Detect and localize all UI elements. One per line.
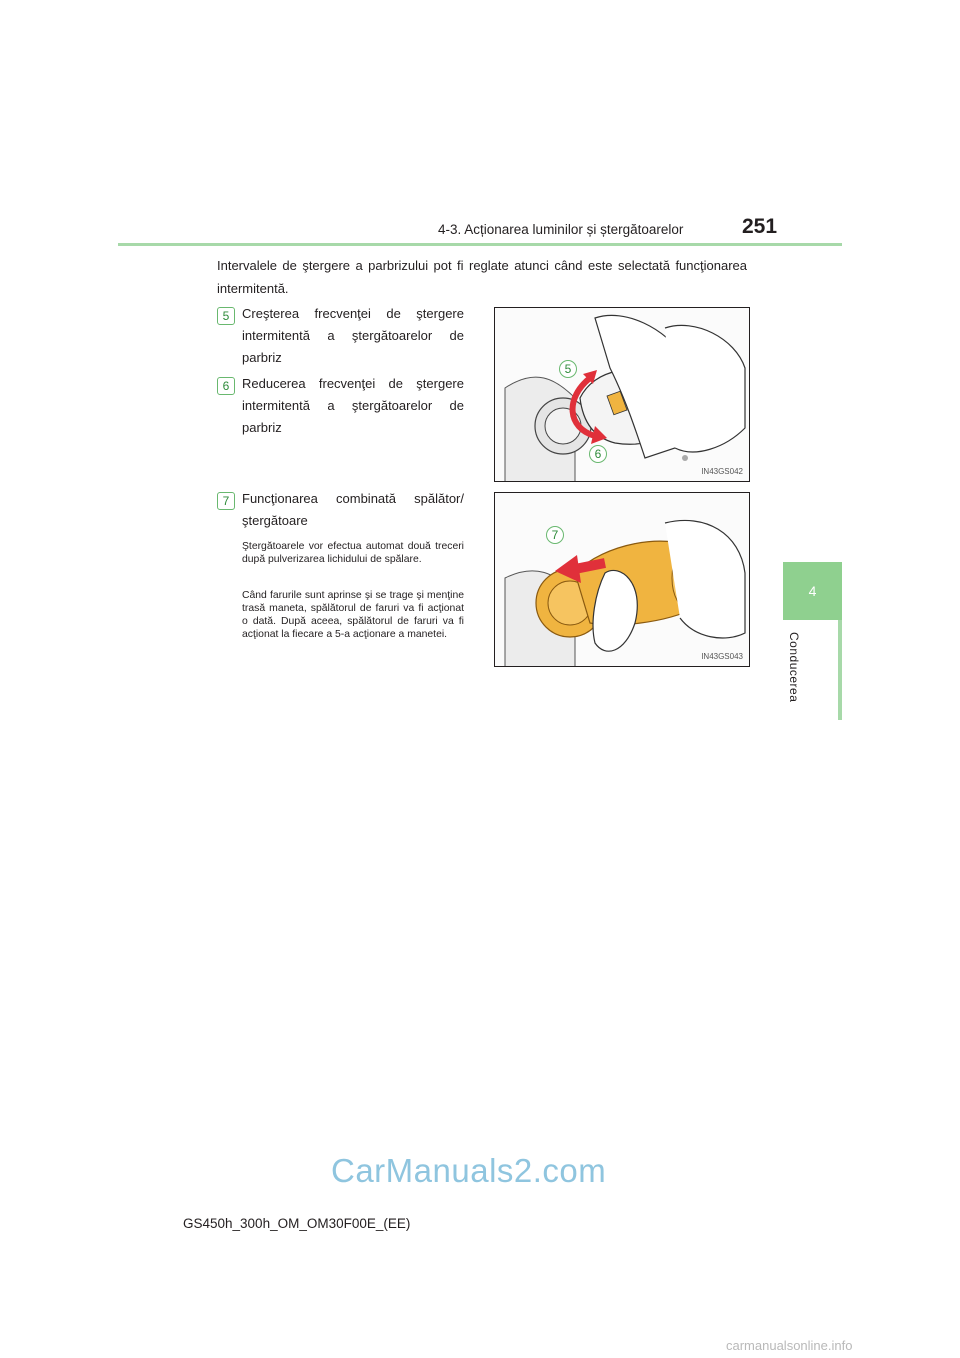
note-paragraph: Ştergătoarele vor efectua automat două treceri după pulverizarea lichidului de spălare. [242,541,464,565]
item-number-badge [217,307,235,325]
chapter-label [783,632,803,712]
item-description: Creşterea frecvenţei de ştergere intermitentă a ştergătoarelor de parbriz [242,306,464,365]
chapter-tab [783,562,842,620]
page-number: 251 [742,215,778,238]
item-number-badge [217,377,235,395]
callout-number: 5 [564,362,572,376]
figure-code: IN43GS043 [701,652,743,661]
figure-washer-wiper [494,492,750,667]
washer-lever-illustration [495,493,750,667]
wiper-lever-illustration [495,308,750,482]
chapter-number: 4 [808,583,817,599]
callout-number: 6 [594,447,602,461]
callout-number: 7 [551,528,559,542]
item-number: 5 [222,309,230,323]
chapter-label-text: Conducerea [787,632,801,703]
chapter-tab-rule [838,620,842,720]
item-number: 6 [222,379,230,393]
watermark-logo: CarManuals2.com [331,1152,607,1189]
intro-paragraph: Intervalele de ştergere a parbrizului pot fi reglate atunci când este selectată funcţionarea intermitentă. [217,258,747,296]
watermark-url: carmanualsonline.info [726,1338,853,1353]
section-title: 4-3. Acționarea luminilor și ștergătoarelor [438,222,684,237]
figure-wiper-interval [494,307,750,482]
item-description: Funcţionarea combinată spălător/ ştergătoare [242,491,464,528]
figure-callout [559,360,577,378]
item-number-badge [217,492,235,510]
header-divider [118,243,842,246]
item-description: Reducerea frecvenţei de ştergere intermitentă a ştergătoarelor de parbriz [242,376,464,435]
note-paragraph: Când farurile sunt aprinse şi se trage şi menţine trasă maneta, spălătorul de faruri va fi acţionat o dată. După aceea, spălătorul de faruri va fi acţionat la fiecare a 5-a acţionare a manetei. [242,590,464,640]
item-number: 7 [222,494,230,508]
figure-code: IN43GS042 [701,467,743,476]
figure-callout [546,526,564,544]
figure-callout [589,445,607,463]
document-code: GS450h_300h_OM_OM30F00E_(EE) [183,1216,411,1231]
